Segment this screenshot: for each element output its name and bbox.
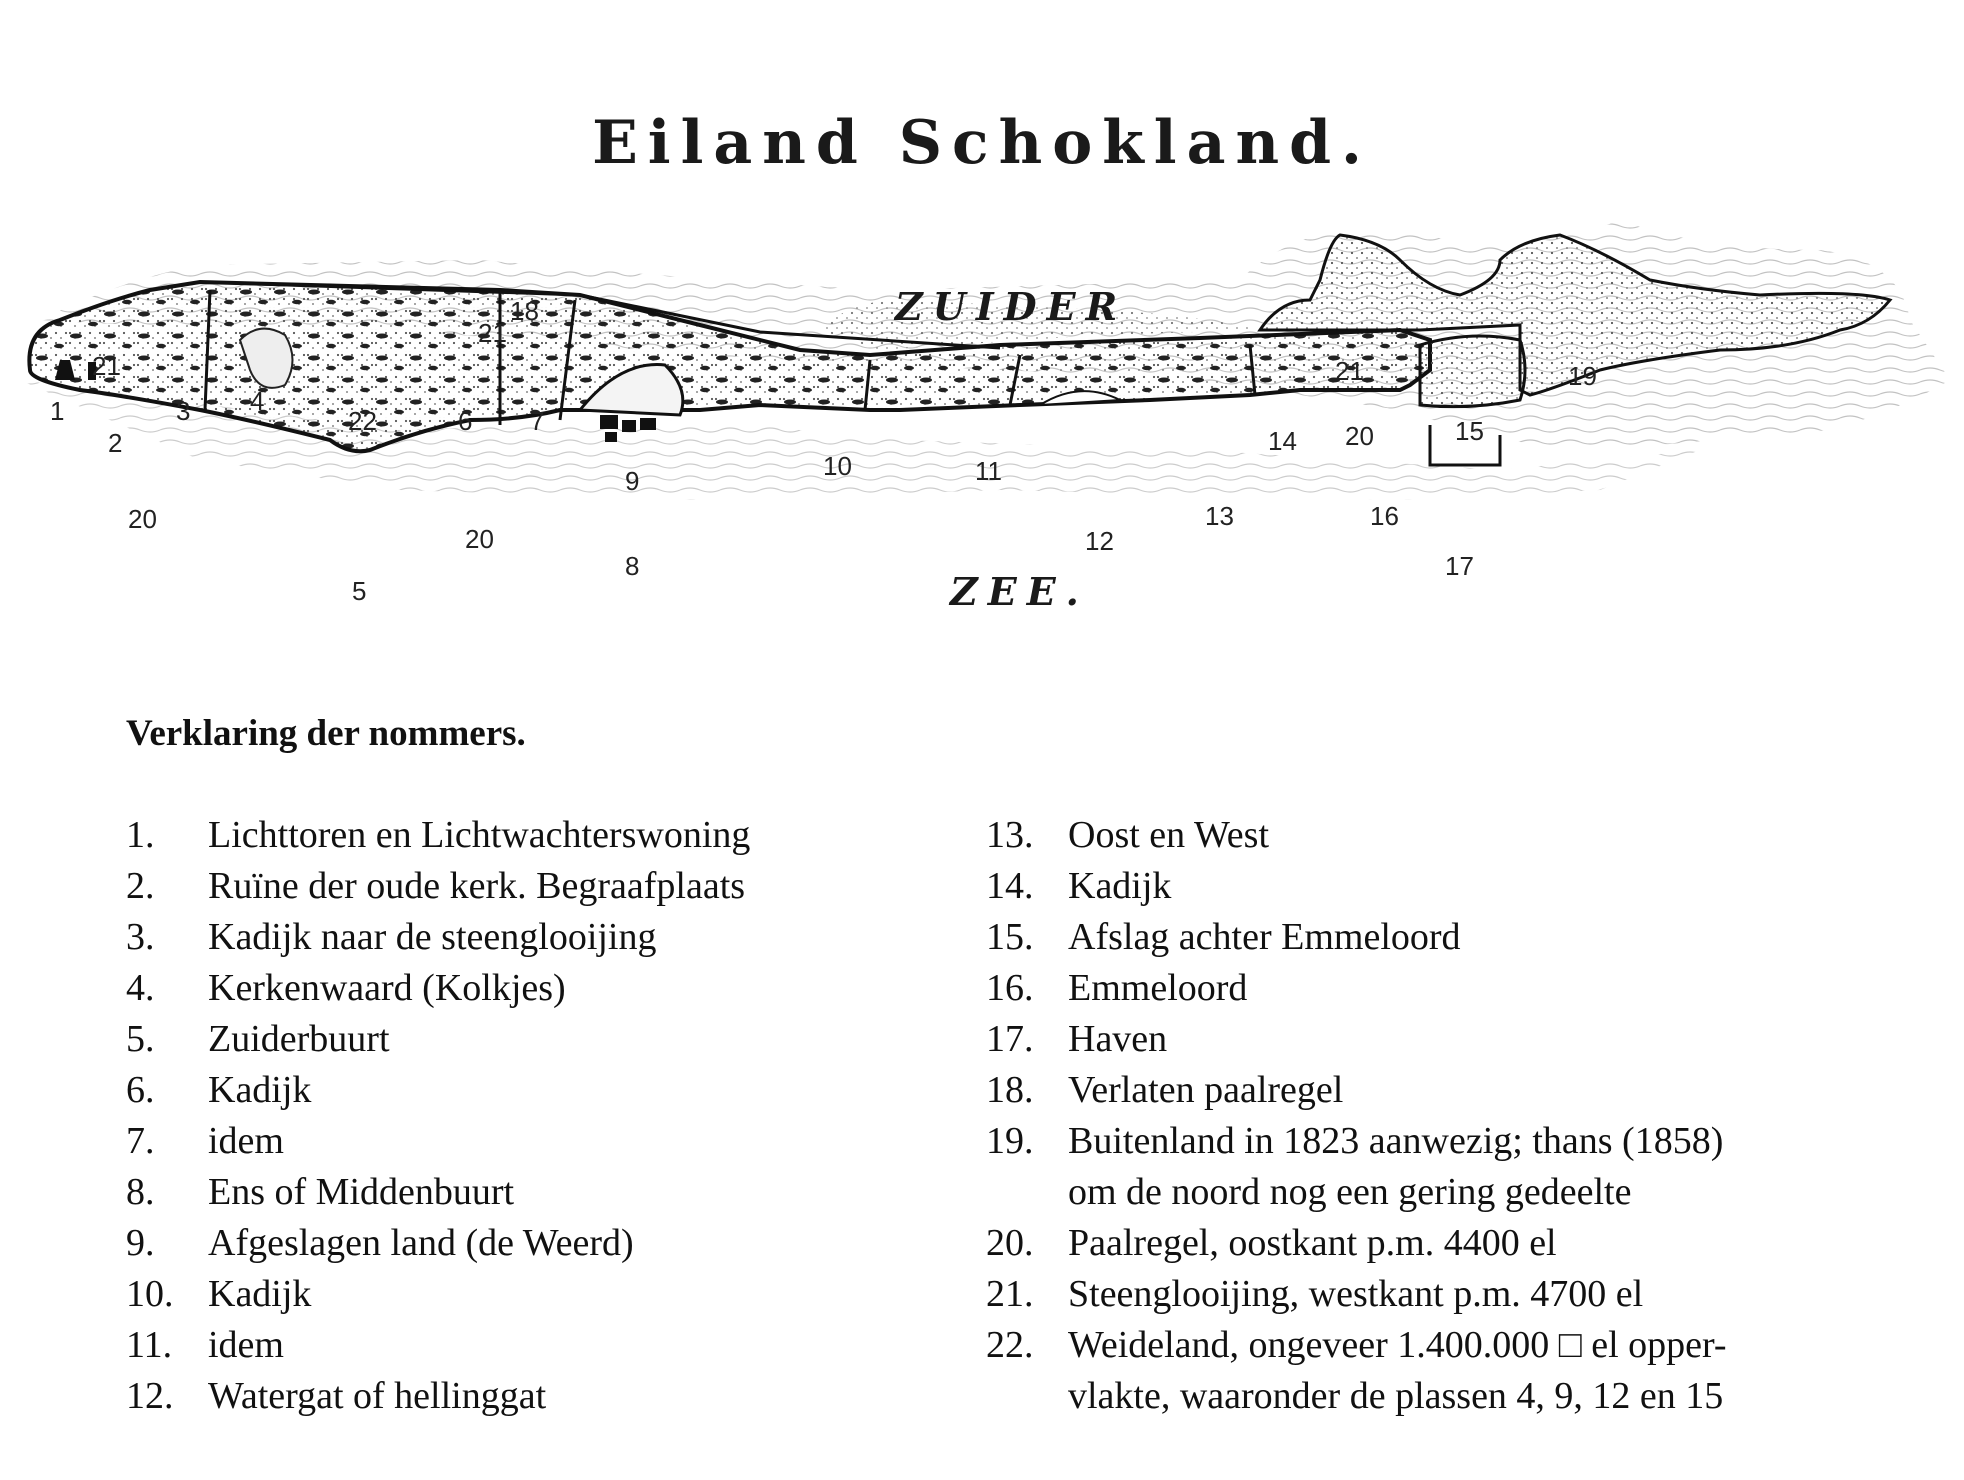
map-label-9: 9 bbox=[625, 466, 640, 496]
map-label-21c: 21 bbox=[1335, 356, 1364, 386]
legend-text: Ens of Middenbuurt bbox=[208, 1171, 515, 1213]
map-label-4: 4 bbox=[250, 386, 265, 416]
legend-number: 14. bbox=[986, 865, 1034, 907]
legend-number: 17. bbox=[986, 1018, 1034, 1060]
map-label-21b: 21 bbox=[478, 318, 507, 348]
legend-number: 8. bbox=[126, 1171, 155, 1213]
island-map bbox=[0, 220, 1964, 660]
legend-text: Paalregel, oostkant p.m. 4400 el bbox=[1068, 1222, 1557, 1264]
map-label-15: 15 bbox=[1455, 416, 1484, 446]
map-label-1: 1 bbox=[50, 396, 65, 426]
legend-number: 11. bbox=[126, 1324, 173, 1366]
legend-item bbox=[126, 963, 976, 1014]
legend-text: Kerkenwaard (Kolkjes) bbox=[208, 967, 566, 1009]
legend-item bbox=[986, 1167, 1906, 1218]
sea-label-zee: ZEE. bbox=[950, 569, 1089, 614]
legend-text: Afgeslagen land (de Weerd) bbox=[208, 1222, 634, 1264]
legend-text: Kadijk bbox=[1068, 865, 1172, 907]
legend-item bbox=[986, 810, 1906, 861]
map-label-8: 8 bbox=[625, 551, 640, 581]
legend-heading: Verklaring der nommers. bbox=[126, 713, 526, 754]
legend-item bbox=[986, 912, 1906, 963]
legend-item bbox=[126, 1371, 976, 1422]
sea-label-zuider: ZUIDER bbox=[895, 284, 1128, 329]
legend-item bbox=[126, 1320, 976, 1371]
legend-number bbox=[986, 1167, 1068, 1218]
map-label-6: 6 bbox=[458, 406, 473, 436]
legend-number: 9. bbox=[126, 1222, 155, 1264]
map-label-22: 22 bbox=[348, 406, 377, 436]
legend-item bbox=[986, 1014, 1906, 1065]
legend-number: 19. bbox=[986, 1120, 1034, 1162]
legend-text: Steenglooijing, westkant p.m. 4700 el bbox=[1068, 1273, 1644, 1315]
legend-number: 4. bbox=[126, 967, 155, 1009]
map-label-16: 16 bbox=[1370, 501, 1399, 531]
legend-text: Weideland, ongeveer 1.400.000 □ el opper- bbox=[1068, 1324, 1727, 1366]
legend-text: om de noord nog een gering gedeelte bbox=[1068, 1171, 1632, 1213]
map-label-5: 5 bbox=[352, 576, 367, 606]
map-label-12: 12 bbox=[1085, 526, 1114, 556]
map-label-10: 10 bbox=[823, 451, 852, 481]
legend-item bbox=[986, 861, 1906, 912]
legend-text: Oost en West bbox=[1068, 814, 1270, 856]
legend-text: Watergat of hellinggat bbox=[208, 1375, 547, 1417]
map-label-7: 7 bbox=[530, 406, 545, 436]
legend-item bbox=[126, 1167, 976, 1218]
legend-text: Ruïne der oude kerk. Begraafplaats bbox=[208, 865, 746, 907]
map-label-2: 2 bbox=[108, 428, 123, 458]
legend-item bbox=[986, 1218, 1906, 1269]
legend-number: 20. bbox=[986, 1222, 1034, 1264]
legend-item bbox=[126, 912, 976, 963]
legend-item bbox=[986, 1065, 1906, 1116]
legend-item bbox=[126, 1116, 976, 1167]
map-label-20a: 20 bbox=[128, 504, 157, 534]
legend-item bbox=[126, 1065, 976, 1116]
legend-number: 2. bbox=[126, 865, 155, 907]
legend-text: Kadijk bbox=[208, 1069, 312, 1111]
legend-number: 6. bbox=[126, 1069, 155, 1111]
legend-number: 18. bbox=[986, 1069, 1034, 1111]
legend-number: 12. bbox=[126, 1375, 174, 1417]
legend-item bbox=[986, 963, 1906, 1014]
map-label-11: 11 bbox=[975, 456, 1002, 486]
legend-item bbox=[986, 1269, 1906, 1320]
map-label-13: 13 bbox=[1205, 501, 1234, 531]
legend-text: Buitenland in 1823 aanwezig; thans (1858) bbox=[1068, 1120, 1724, 1162]
map-label-20b: 20 bbox=[465, 524, 494, 554]
legend-text: idem bbox=[208, 1324, 284, 1366]
legend-number: 15. bbox=[986, 916, 1034, 958]
legend-left-column bbox=[126, 810, 976, 1422]
legend-number: 16. bbox=[986, 967, 1034, 1009]
legend-number: 22. bbox=[986, 1324, 1034, 1366]
legend-text: Emmeloord bbox=[1068, 967, 1248, 1009]
legend-item bbox=[126, 1014, 976, 1065]
legend-text: Verlaten paalregel bbox=[1068, 1069, 1344, 1111]
legend-item bbox=[126, 810, 976, 861]
legend-number: 13. bbox=[986, 814, 1034, 856]
map-label-3: 3 bbox=[176, 396, 191, 426]
legend-item bbox=[986, 1320, 1906, 1371]
legend-number: 21. bbox=[986, 1273, 1034, 1315]
legend-text: Kadijk naar de steenglooijing bbox=[208, 916, 657, 958]
legend-item bbox=[126, 1269, 976, 1320]
legend-text: Kadijk bbox=[208, 1273, 312, 1315]
legend-number: 7. bbox=[126, 1120, 155, 1162]
legend-right-column bbox=[986, 810, 1906, 1422]
legend-text: Lichttoren en Lichtwachterswoning bbox=[208, 814, 751, 856]
legend-number bbox=[986, 1371, 1068, 1422]
map-label-21a: 21 bbox=[92, 351, 121, 381]
legend-text: Zuiderbuurt bbox=[208, 1018, 390, 1060]
legend-text: Afslag achter Emmeloord bbox=[1068, 916, 1461, 958]
legend-number: 10. bbox=[126, 1273, 174, 1315]
map-title: Eiland Schokland. bbox=[592, 108, 1372, 178]
legend-text: vlakte, waaronder de plassen 4, 9, 12 en 15 bbox=[1068, 1375, 1724, 1417]
legend-item bbox=[986, 1371, 1906, 1422]
legend-item bbox=[126, 1218, 976, 1269]
legend-item bbox=[126, 861, 976, 912]
legend-text: idem bbox=[208, 1120, 284, 1162]
legend-number: 1. bbox=[126, 814, 155, 856]
legend-text: Haven bbox=[1068, 1018, 1168, 1060]
map-label-18: 18 bbox=[510, 296, 539, 326]
map-label-14: 14 bbox=[1268, 426, 1297, 456]
map-label-19: 19 bbox=[1568, 361, 1597, 391]
legend-number: 5. bbox=[126, 1018, 155, 1060]
emmeloord-pond bbox=[1420, 336, 1525, 407]
map-label-17: 17 bbox=[1445, 551, 1474, 581]
map-label-20c: 20 bbox=[1345, 421, 1374, 451]
legend-number: 3. bbox=[126, 916, 155, 958]
legend-item bbox=[986, 1116, 1906, 1167]
